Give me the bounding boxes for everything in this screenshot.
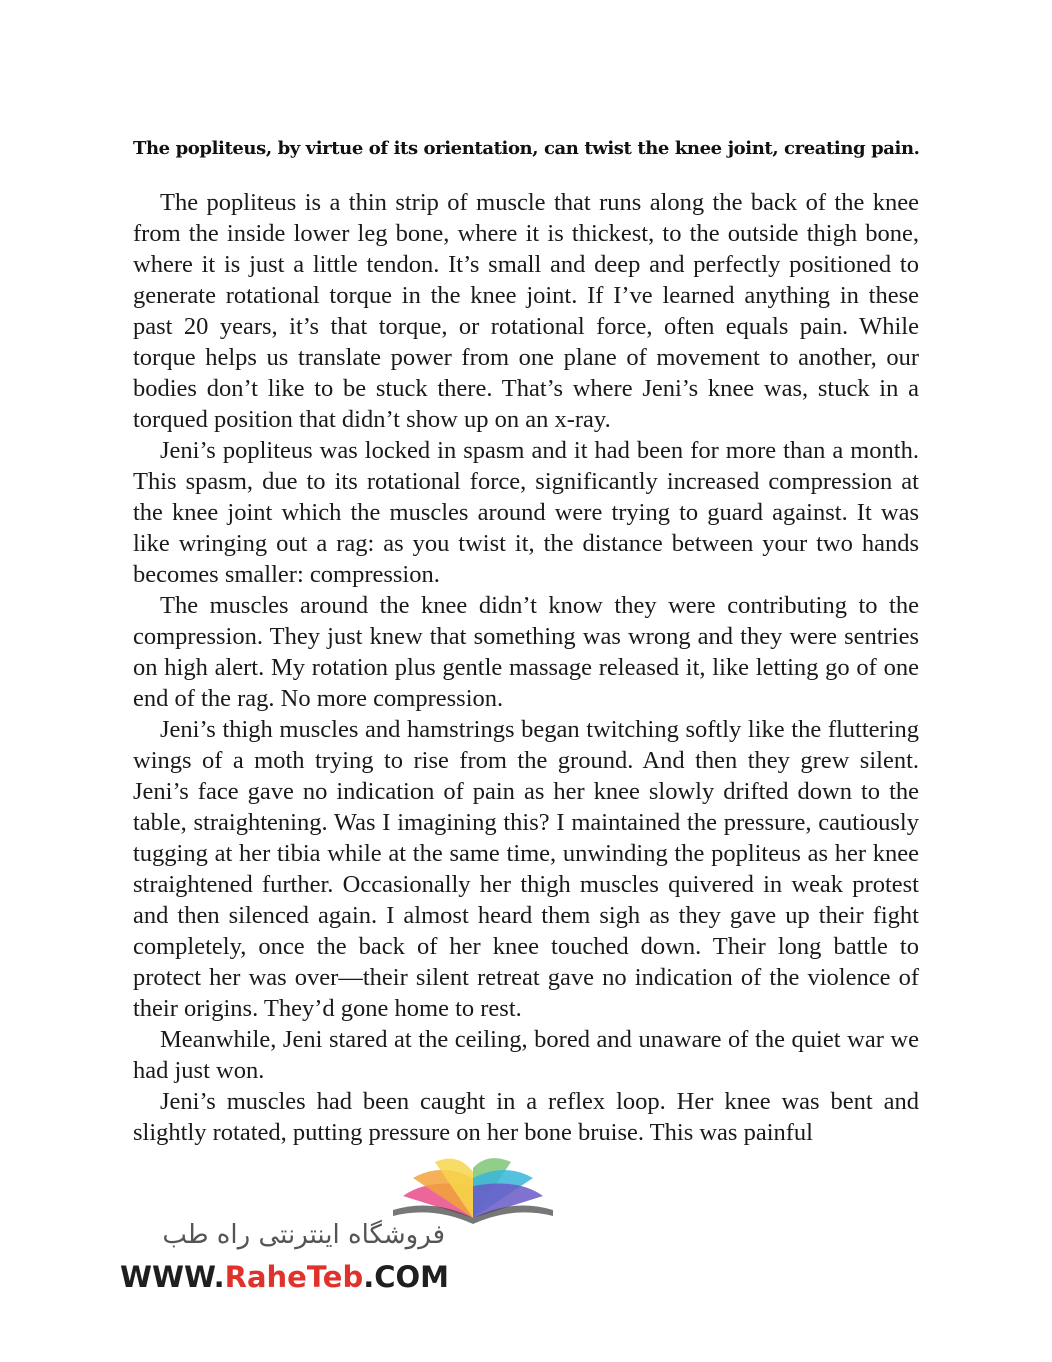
watermark-url-brand: RaheTeb (224, 1260, 364, 1294)
watermark-url-prefix: WWW. (120, 1260, 225, 1294)
body-text (133, 187, 919, 1148)
figure-caption: The popliteus, by virtue of its orientation, can twist the knee joint, creating pain. (133, 138, 920, 159)
paragraph: Jeni’s popliteus was locked in spasm and it had been for more than a month. This spasm, due to its rotational force, significantly increased compression at the knee joint which the muscles around were trying to guard against. It was like wringing out a rag: as you twist it, the distance between your two hands becomes smaller: compression. (133, 437, 919, 588)
open-book-rainbow-icon (373, 1148, 573, 1228)
watermark-persian-text: فروشگاه اینترنتی راه طب (162, 1220, 445, 1250)
watermark (115, 1148, 455, 1298)
paragraph: Jeni’s thigh muscles and hamstrings began twitching softly like the fluttering wings of a moth trying to rise from the ground. And then they grew silent. Jeni’s face gave no indication of pain as her knee slowly drifted down to the table, straightening. Was I imagining this? I maintained the pressure, cautiously tugging at her tibia while at the same time, unwinding the popliteus as her knee straightened further. Occasionally her thigh muscles quivered in weak protest and then silenced again. I almost heard them sigh as they gave up their fight completely, once the back of her knee touched down. Their long battle to protect her was over—their silent retreat gave no indication of the violence of their origins. They’d gone home to rest. (133, 716, 919, 1022)
paragraph: Jeni’s muscles had been caught in a reflex loop. Her knee was bent and slightly rotated, putting pressure on her bone bruise. This was painful (133, 1088, 919, 1146)
watermark-url-suffix: .COM (363, 1260, 450, 1294)
paragraph: The popliteus is a thin strip of muscle that runs along the back of the knee from the inside lower leg bone, where it is thickest, to the outside thigh bone, where it is just a little tendon. It’s small and deep and perfectly positioned to generate rotational torque in the knee joint. If I’ve learned anything in these past 20 years, it’s that torque, or rotational force, often equals pain. While torque helps us translate power from one plane of movement to another, our bodies don’t like to be stuck there. That’s where Jeni’s knee was, stuck in a torqued position that didn’t show up on an x-ray. (133, 189, 919, 433)
paragraph: Meanwhile, Jeni stared at the ceiling, bored and unaware of the quiet war we had just won. (133, 1026, 919, 1084)
watermark-url (120, 1260, 449, 1294)
paragraph: The muscles around the knee didn’t know they were contributing to the compression. They just knew that something was wrong and they were sentries on high alert. My rotation plus gentle massage released it, like letting go of one end of the rag. No more compression. (133, 592, 919, 712)
